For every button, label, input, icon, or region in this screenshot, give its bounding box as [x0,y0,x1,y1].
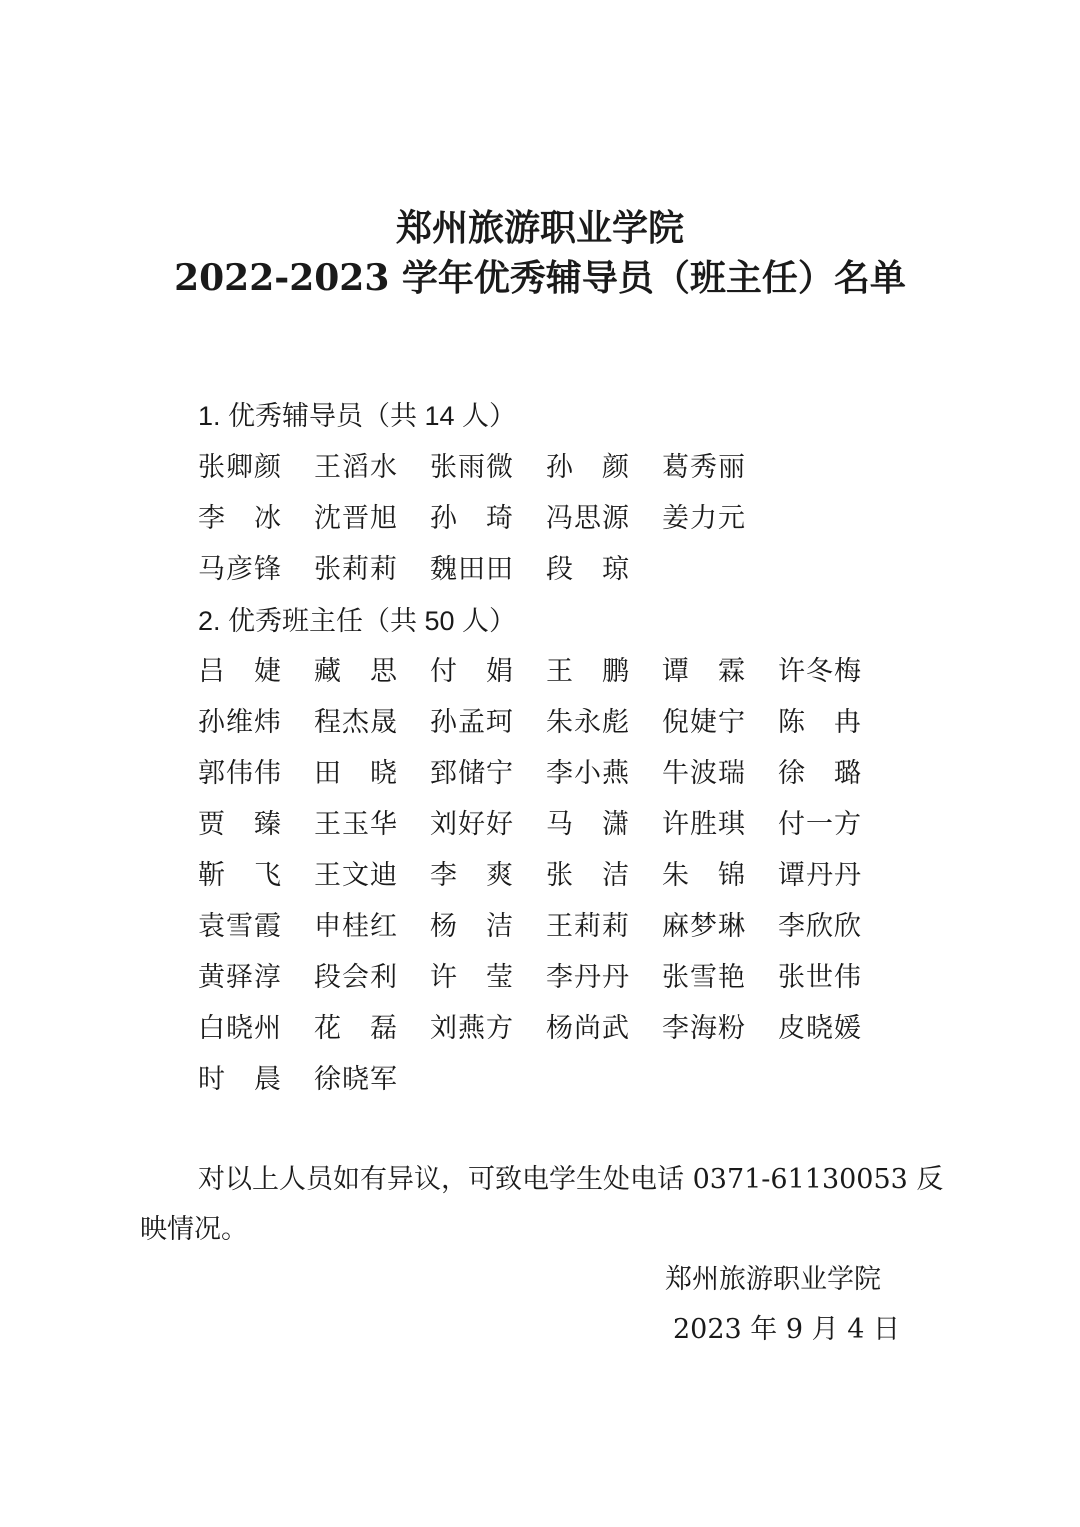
counselor-name-list [198,448,894,601]
name-entry: 王文迪 [314,860,398,891]
name-entry: 张莉莉 [314,554,398,585]
section-heading-counselors: 1. 优秀辅导员（共 14 人） [198,401,517,431]
name-entry: 马 潇 [546,809,630,840]
name-entry: 谭 霖 [662,656,746,687]
name-entry: 靳 飞 [198,860,282,891]
section-heading-class-teachers: 2. 优秀班主任（共 50 人） [198,606,517,636]
name-entry: 李 冰 [198,503,282,534]
name-entry: 杨尚武 [546,1013,630,1044]
name-entry: 许 莹 [430,962,514,993]
name-entry: 程杰晟 [314,707,398,738]
name-entry: 刘好好 [430,809,514,840]
name-entry: 白晓州 [198,1013,282,1044]
name-entry: 孙 琦 [430,503,514,534]
name-entry: 杨 洁 [430,911,514,942]
name-entry: 牛波瑞 [662,758,746,789]
name-entry: 马彦锋 [198,554,282,585]
name-entry: 时 晨 [198,1064,282,1095]
name-entry: 张卿颜 [198,452,282,483]
name-entry: 徐晓军 [314,1064,398,1095]
name-entry: 袁雪霞 [198,911,282,942]
notice-text-line2: 映情况。 [140,1214,248,1245]
name-entry: 黄驿淳 [198,962,282,993]
name-entry: 王莉莉 [546,911,630,942]
name-entry: 倪婕宁 [662,707,746,738]
name-entry: 王 鹏 [546,656,630,687]
name-entry: 吕 婕 [198,656,282,687]
name-entry: 朱永彪 [546,707,630,738]
name-entry: 申桂红 [314,911,398,942]
name-entry: 段会利 [314,962,398,993]
name-entry: 张 洁 [546,860,630,891]
name-entry: 付一方 [778,809,862,840]
name-entry: 李丹丹 [546,962,630,993]
name-entry: 朱 锦 [662,860,746,891]
name-entry: 张雪艳 [662,962,746,993]
name-entry: 郭伟伟 [198,758,282,789]
name-entry: 谭丹丹 [778,860,862,891]
name-entry: 孙孟珂 [430,707,514,738]
signature-date: 2023 年 9 月 4 日 [673,1314,900,1345]
name-entry: 王玉华 [314,809,398,840]
name-entry: 魏田田 [430,554,514,585]
name-entry: 藏 思 [314,656,398,687]
name-entry: 田 晓 [314,758,398,789]
signature-organization: 郑州旅游职业学院 [665,1264,881,1295]
name-entry: 姜力元 [662,503,746,534]
name-entry: 张世伟 [778,962,862,993]
name-entry: 陈 冉 [778,707,862,738]
document-subtitle: 2022-2023 学年优秀辅导员（班主任）名单 [174,257,906,299]
name-entry: 徐 璐 [778,758,862,789]
name-entry: 段 琼 [546,554,630,585]
name-entry: 花 磊 [314,1013,398,1044]
name-entry: 李欣欣 [778,911,862,942]
name-entry: 刘燕方 [430,1013,514,1044]
name-entry: 许胜琪 [662,809,746,840]
name-entry: 孙维炜 [198,707,282,738]
name-entry: 皮晓媛 [778,1013,862,1044]
name-entry: 张雨微 [430,452,514,483]
name-entry: 许冬梅 [778,656,862,687]
name-entry: 付 娟 [430,656,514,687]
name-entry: 沈晋旭 [314,503,398,534]
notice-text-line1: 对以上人员如有异议，可致电学生处电话 0371-61130053 反 [198,1164,944,1195]
name-entry: 葛秀丽 [662,452,746,483]
class-teacher-name-list [198,652,894,1111]
name-entry: 麻梦琳 [662,911,746,942]
name-entry: 李 爽 [430,860,514,891]
name-entry: 李小燕 [546,758,630,789]
name-entry: 李海粉 [662,1013,746,1044]
name-entry: 王滔水 [314,452,398,483]
name-entry: 贾 臻 [198,809,282,840]
name-entry: 冯思源 [546,503,630,534]
name-entry: 孙 颜 [546,452,630,483]
document-title: 郑州旅游职业学院 [395,207,684,249]
name-entry: 郅储宁 [430,758,514,789]
